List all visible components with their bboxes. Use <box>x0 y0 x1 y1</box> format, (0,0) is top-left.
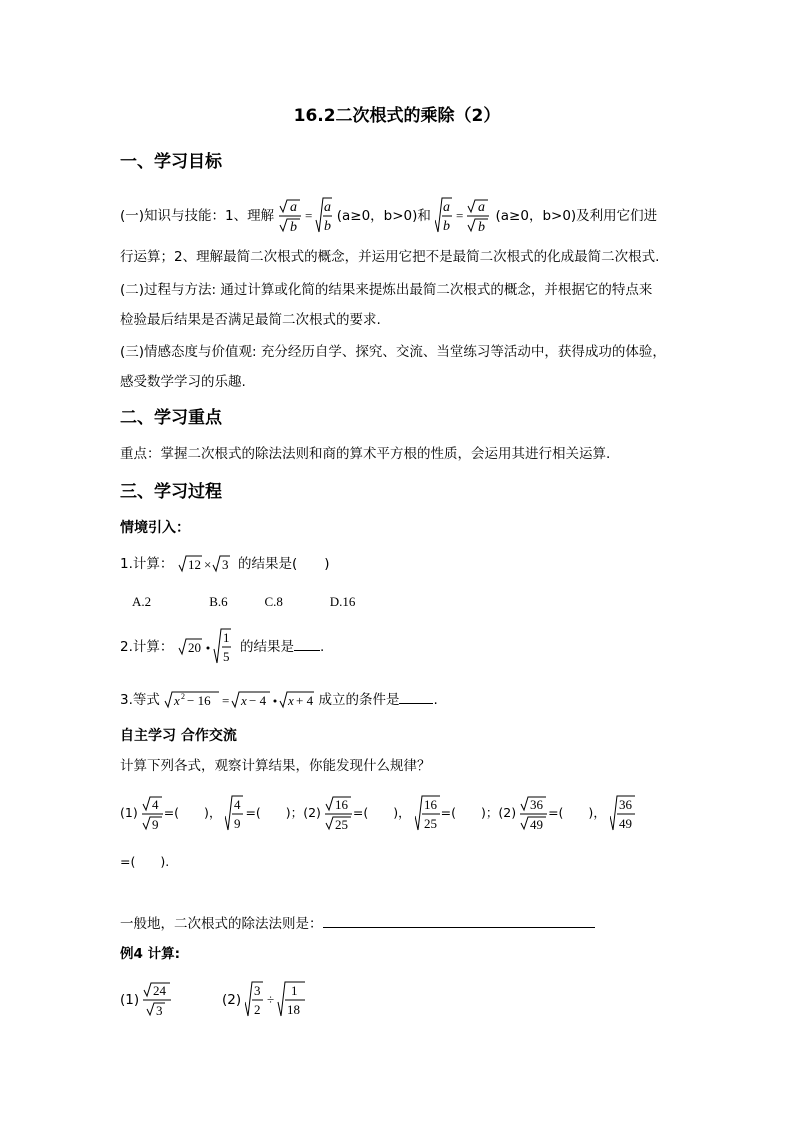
self-study-heading: 自主学习 合作交流 <box>120 728 237 744</box>
formula-sqrt-16-over-25 <box>415 794 441 834</box>
exercise-3b-blank: =( ). <box>120 854 170 869</box>
exercise-1a-blank: =( ) <box>163 805 209 820</box>
self-study-exercises <box>120 793 636 833</box>
svg-text:+ 4: + 4 <box>296 693 314 708</box>
svg-text:3: 3 <box>254 983 261 998</box>
formula-sqrt4-over-sqrt9 <box>142 794 164 834</box>
question-3: 3.等式 x 2 − 16 = x − 4 x + 4 成立的条件是 . <box>120 692 438 708</box>
question-3-prefix: 3.等式 <box>120 692 160 708</box>
svg-text:5: 5 <box>222 649 230 664</box>
section-heading-process: 三、学习过程 <box>120 482 222 502</box>
svg-text:49: 49 <box>618 815 632 831</box>
objective-process-line-2: 检验最后结果是否满足最简二次根式的要求. <box>120 312 381 328</box>
exercise-3-label: (2) <box>498 805 517 820</box>
objective-process-line-1: (二)过程与方法: 通过计算或化简的结果来提炼出最简二次根式的概念，并根据它的特点来 <box>120 282 653 298</box>
question-2-suffix: 的结果是 <box>239 639 294 655</box>
svg-text:4: 4 <box>234 796 241 812</box>
section-heading-key-points: 二、学习重点 <box>120 408 222 428</box>
svg-text:b: b <box>478 220 486 235</box>
svg-text:16: 16 <box>423 796 437 812</box>
svg-text:b: b <box>324 219 332 234</box>
formula-sqrt24-over-sqrt3 <box>143 980 173 1020</box>
self-study-prompt: 计算下列各式，观察计算结果，你能发现什么规律？ <box>120 758 431 774</box>
formula-q2 <box>178 627 236 667</box>
svg-text:2: 2 <box>181 692 186 701</box>
question-1-suffix: 的结果是( ) <box>237 556 330 572</box>
intro-heading: 情境引入： <box>120 520 190 536</box>
question-2: 2.计算： 20 1 5 的结果是 . <box>120 627 324 667</box>
division-rule <box>120 914 595 934</box>
question-1 <box>120 554 330 574</box>
separator: ， <box>208 805 222 820</box>
question-2-answer-blank[interactable] <box>294 638 320 651</box>
svg-text:9: 9 <box>234 815 241 831</box>
svg-text:9: 9 <box>151 816 159 832</box>
exercise-2b-blank: =( ) <box>440 805 486 820</box>
svg-text:36: 36 <box>530 796 544 812</box>
option-a: A.2 <box>132 594 152 609</box>
svg-text:25: 25 <box>334 816 348 832</box>
svg-text:×: × <box>203 557 212 572</box>
svg-text:b: b <box>290 220 298 235</box>
formula-sqrt-36-over-49 <box>610 794 636 834</box>
exercise-3a-blank: =( ) <box>548 805 594 820</box>
separator: ； <box>290 805 304 820</box>
svg-text:x: x <box>174 693 180 708</box>
question-3-suffix: 成立的条件是 <box>318 692 400 708</box>
example-4-part-2-label: (2) <box>222 992 242 1008</box>
example-4-problems <box>120 980 307 1020</box>
formula-sqrt36-over-sqrt49 <box>520 794 548 834</box>
option-c: C.8 <box>264 594 283 609</box>
svg-text:25: 25 <box>423 815 437 831</box>
svg-text:36: 36 <box>618 796 632 812</box>
formula-q3 <box>164 690 314 710</box>
objective-attitude-line-1: (三)情感态度与价值观: 充分经历自学、探究、交流、当堂练习等活动中，获得成功的体验， <box>120 344 666 360</box>
svg-text:4: 4 <box>151 796 159 812</box>
exercise-2a-blank: =( ) <box>352 805 399 820</box>
objective-knowledge-condition-1: (a≥0，b>0)和 <box>336 208 431 224</box>
formula-root-of-quotient <box>435 196 491 236</box>
svg-text:− 4: − 4 <box>249 693 267 708</box>
svg-text:18: 18 <box>287 1002 301 1017</box>
formula-q1 <box>178 554 234 574</box>
separator: ， <box>593 805 606 820</box>
svg-text:÷: ÷ <box>267 992 275 1007</box>
separator: ； <box>485 805 499 820</box>
separator: ， <box>398 805 411 820</box>
option-b: B.6 <box>209 594 228 609</box>
question-1-prefix: 1.计算： <box>120 556 174 572</box>
example-4-part-1-label: (1) <box>120 992 140 1008</box>
svg-text:49: 49 <box>530 816 544 832</box>
objective-attitude-line-2: 感受数学学习的乐趣. <box>120 374 246 390</box>
formula-sqrt-4-over-9 <box>225 794 245 834</box>
objective-knowledge-prefix: (一)知识与技能：1、理解 <box>120 208 275 224</box>
svg-text:12: 12 <box>187 557 201 572</box>
svg-text:− 16: − 16 <box>187 693 211 708</box>
division-rule-answer-blank[interactable] <box>323 915 595 928</box>
question-1-options <box>132 592 355 612</box>
svg-text:3: 3 <box>156 1003 163 1018</box>
svg-text:2: 2 <box>254 1002 261 1017</box>
svg-text:3: 3 <box>221 557 229 572</box>
division-rule-label: 一般地，二次根式的除法法则是： <box>120 916 323 932</box>
svg-text:1: 1 <box>291 983 298 998</box>
svg-text:16: 16 <box>334 796 348 812</box>
formula-sqrt-3-over-2-div-sqrt-1-over-18 <box>245 980 307 1020</box>
svg-text:a: a <box>478 200 486 215</box>
page-title: 16.2二次根式的乘除（2） <box>293 106 501 126</box>
svg-text:=: = <box>305 208 313 223</box>
svg-text:x: x <box>241 693 247 708</box>
svg-text:1: 1 <box>222 630 230 645</box>
example-4-heading: 例4 计算: <box>120 946 180 962</box>
exercise-1b-blank: =( ) <box>245 805 291 820</box>
svg-text:x: x <box>288 693 294 708</box>
svg-text:a: a <box>324 200 332 215</box>
section-heading-objectives: 一、学习目标 <box>120 152 222 172</box>
formula-sqrt16-over-sqrt25 <box>325 794 353 834</box>
objective-knowledge <box>120 196 657 236</box>
exercise-2-label: (2) <box>303 805 321 820</box>
svg-text:=: = <box>222 693 230 708</box>
svg-text:b: b <box>443 219 451 234</box>
svg-text:a: a <box>443 200 451 215</box>
formula-quotient-of-roots <box>278 196 332 236</box>
question-2-prefix: 2.计算： <box>120 639 174 655</box>
svg-text:a: a <box>290 200 298 215</box>
question-3-answer-blank[interactable] <box>399 691 433 704</box>
svg-text:24: 24 <box>153 983 167 998</box>
exercise-1-label: (1) <box>120 805 138 820</box>
objective-knowledge-line-2: 行运算；2、理解最简二次根式的概念，并运用它把不是最简二次根式的化成最简二次根式. <box>120 249 660 265</box>
option-d: D.16 <box>329 594 356 609</box>
key-points-text: 重点：掌握二次根式的除法法则和商的算术平方根的性质，会运用其进行相关运算. <box>120 446 611 462</box>
objective-knowledge-condition-2: (a≥0，b>0)及利用它们进 <box>495 208 658 224</box>
svg-text:20: 20 <box>187 640 201 655</box>
svg-text:=: = <box>456 208 464 223</box>
